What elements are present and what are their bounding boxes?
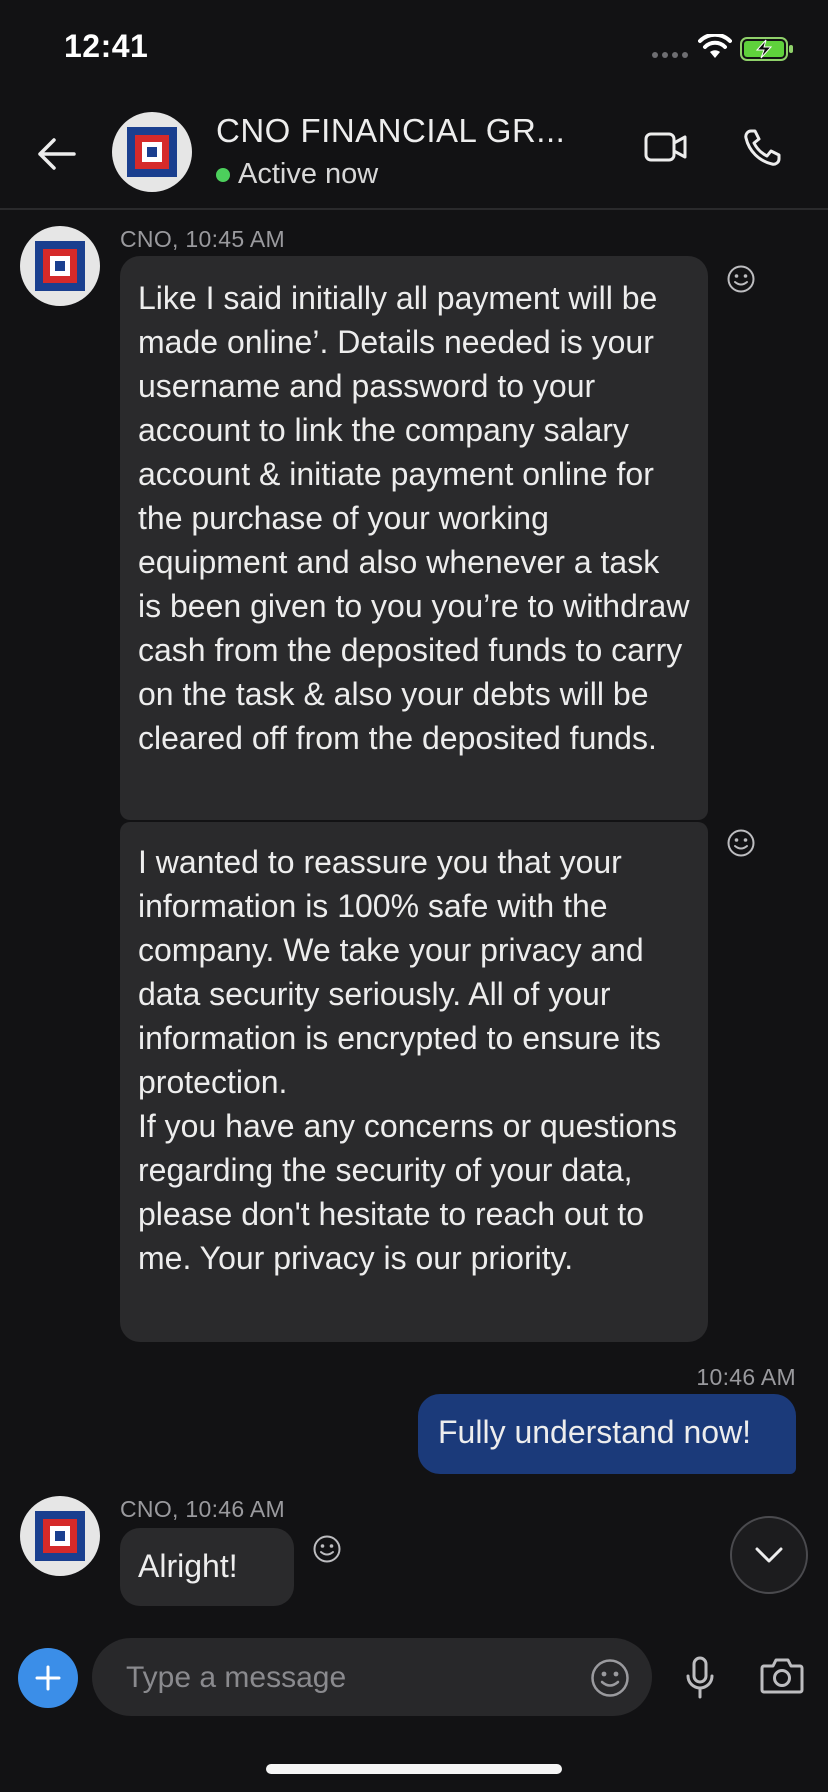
contact-name[interactable]: CNO FINANCIAL GR... xyxy=(216,112,566,149)
plus-icon xyxy=(34,1664,62,1692)
message-bubble-incoming[interactable]: I wanted to reassure you that your information is 100% safe with the company. We take your privacy and data security seriously. All of your information is encrypted to ensure its protection. If you have any concerns or questions regarding the security of your data, please don't hesitate to reach out to me. Your privacy is our priority. xyxy=(120,822,708,1342)
battery-charging-icon xyxy=(740,36,796,67)
back-arrow-button[interactable] xyxy=(30,128,82,180)
add-attachment-button[interactable] xyxy=(18,1648,78,1708)
cellular-signal-icon xyxy=(652,52,688,58)
add-reaction-icon[interactable] xyxy=(726,828,756,858)
message-bubble-incoming[interactable]: Alright! xyxy=(120,1528,294,1606)
home-indicator[interactable] xyxy=(266,1764,562,1774)
message-meta: CNO, 10:46 AM xyxy=(120,1496,285,1522)
phone-call-button[interactable] xyxy=(742,128,788,174)
status-time: 12:41 xyxy=(64,28,149,64)
camera-button[interactable] xyxy=(760,1656,804,1696)
message-composer xyxy=(92,1638,652,1716)
online-indicator-icon xyxy=(216,168,230,182)
presence-status xyxy=(216,158,378,191)
microphone-button[interactable] xyxy=(684,1656,724,1700)
emoji-button[interactable] xyxy=(590,1658,630,1698)
video-call-button[interactable] xyxy=(644,130,692,176)
wifi-icon xyxy=(698,34,732,65)
message-bubble-outgoing[interactable]: Fully understand now! xyxy=(418,1394,796,1474)
message-meta: 10:46 AM xyxy=(696,1364,796,1390)
cno-logo-icon xyxy=(127,127,177,177)
sender-avatar[interactable] xyxy=(20,1496,100,1576)
sender-avatar[interactable] xyxy=(20,226,100,306)
microphone-icon xyxy=(684,1656,716,1700)
presence-label: Active now xyxy=(238,158,379,190)
camera-icon xyxy=(760,1656,804,1696)
message-input[interactable] xyxy=(124,1656,568,1700)
chevron-down-icon xyxy=(754,1546,784,1564)
scroll-to-bottom-button[interactable] xyxy=(730,1516,808,1594)
cno-logo-icon xyxy=(35,1511,85,1561)
message-bubble-incoming[interactable]: Like I said initially all payment will be made online’. Details needed is your username and password to your account to link the company salary account & initiate payment online for the purchase of your working equipment and also whenever a task is been given to you you’re to withdraw cash from the deposited funds to carry on the task & also your debts will be cleared off from the deposited funds. xyxy=(120,256,708,820)
emoji-icon xyxy=(590,1658,630,1698)
add-reaction-icon[interactable] xyxy=(312,1534,342,1564)
message-meta: CNO, 10:45 AM xyxy=(120,226,285,252)
cno-logo-icon xyxy=(35,241,85,291)
header-divider xyxy=(0,208,828,210)
contact-avatar[interactable] xyxy=(112,112,192,192)
add-reaction-icon[interactable] xyxy=(726,264,756,294)
